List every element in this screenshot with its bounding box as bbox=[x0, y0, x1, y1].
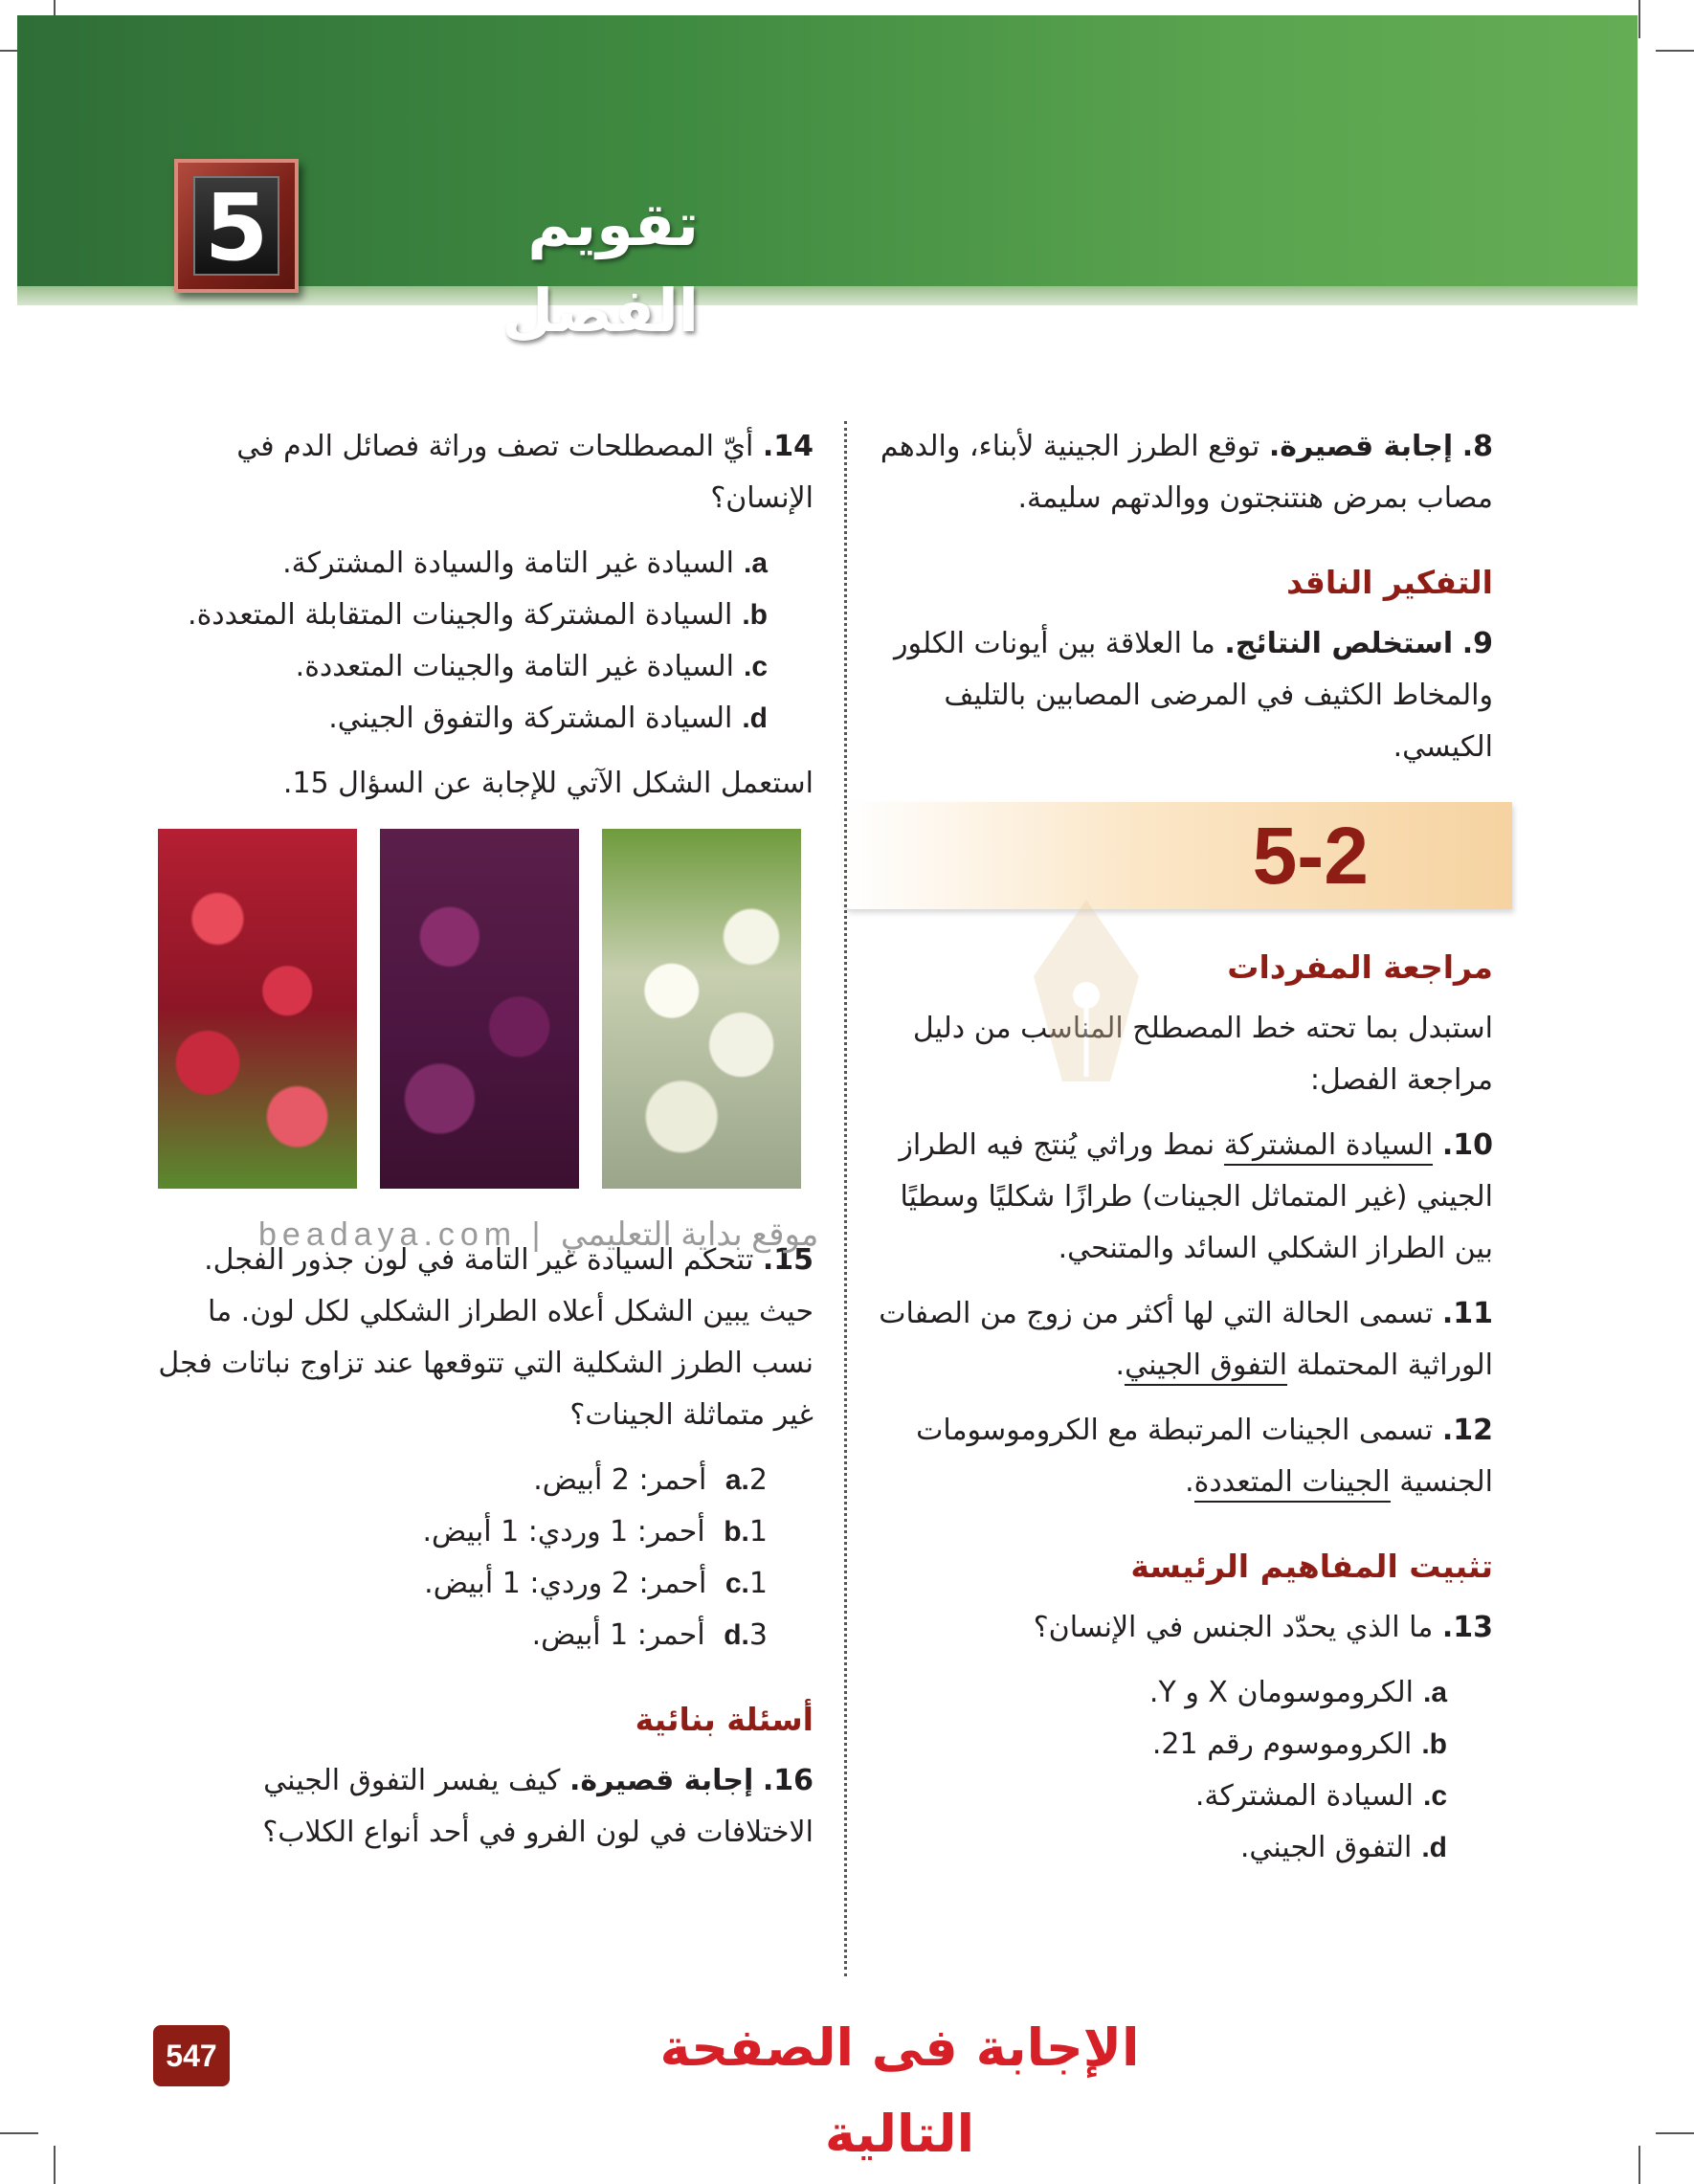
white-radish-photo bbox=[602, 829, 801, 1189]
main-concepts-heading: تثبيت المفاهيم الرئيسة bbox=[1130, 1548, 1493, 1585]
lesson-number: 5-2 bbox=[1252, 811, 1369, 901]
crop-mark bbox=[1656, 2132, 1694, 2134]
question-number: 9. bbox=[1461, 627, 1493, 660]
page-number: 547 bbox=[153, 2025, 230, 2086]
question-text: تسمى الجينات المرتبطة مع الكروموسومات الجنسية bbox=[916, 1414, 1493, 1499]
question-text: ما الذي يحدّد الجنس في الإنسان؟ bbox=[1033, 1611, 1434, 1644]
figure-instruction: استعمل الشكل الآتي للإجابة عن السؤال 15. bbox=[282, 767, 814, 800]
underlined-term: التفوق الجيني bbox=[1125, 1348, 1287, 1386]
footer-note: الإجابة فى الصفحة التالية bbox=[659, 2017, 1140, 2164]
underlined-term: الجينات المتعددة bbox=[1194, 1465, 1391, 1503]
chapter-number-badge bbox=[174, 159, 299, 293]
option-b: b.الكروموسوم رقم 21. bbox=[1151, 1727, 1447, 1761]
question-number: 11. bbox=[1441, 1297, 1493, 1330]
option-c: c.السيادة المشتركة. bbox=[1194, 1779, 1447, 1813]
right-column bbox=[861, 421, 1493, 1874]
question-number: 16. bbox=[762, 1764, 814, 1797]
option-c: c.1 أحمر: 2 وردي: 1 أبيض. bbox=[424, 1567, 768, 1600]
question-14 bbox=[153, 421, 814, 524]
question-number: 14. bbox=[762, 430, 814, 463]
question-11: 11. تسمى الحالة التي لها أكثر من زوج من الصفات الوراثية المحتملة التفوق الجيني. bbox=[861, 1288, 1493, 1392]
question-number: 15. bbox=[762, 1243, 814, 1277]
question-text: تسمى الحالة التي لها أكثر من زوج من الصفات الوراثية المحتملة bbox=[879, 1297, 1493, 1382]
option-a: a.الكروموسومان X و Y. bbox=[1148, 1676, 1447, 1709]
crop-mark bbox=[0, 2132, 38, 2134]
crop-mark bbox=[1638, 0, 1640, 38]
option-b: b.السيادة المشتركة والجينات المتقابلة المتعددة. bbox=[188, 598, 768, 632]
constructed-questions-heading: أسئلة بنائية bbox=[635, 1701, 814, 1738]
question-lead: إجابة قصيرة. bbox=[569, 1764, 754, 1797]
lesson-band bbox=[842, 802, 1512, 909]
question-number: 8. bbox=[1461, 430, 1493, 463]
chapter-title: تقويم الفصل bbox=[502, 189, 699, 345]
option-a: a.السيادة غير التامة والسيادة المشتركة. bbox=[282, 546, 768, 580]
option-a: a.2 أحمر: 2 أبيض. bbox=[533, 1463, 768, 1497]
question-text: ما العلاقة بين أيونات الكلور والمخاط الكثيف في المرضى المصابين بالتليف الكيسي. bbox=[894, 627, 1493, 764]
option-b: b.1 أحمر: 1 وردي: 1 أبيض. bbox=[422, 1515, 768, 1549]
question-8 bbox=[861, 421, 1493, 524]
question-number: 10. bbox=[1441, 1128, 1493, 1162]
purple-radish-photo bbox=[380, 829, 579, 1189]
option-d: d.3 أحمر: 1 أبيض. bbox=[531, 1618, 768, 1652]
crop-mark bbox=[1638, 2146, 1640, 2184]
radish-figure bbox=[158, 829, 801, 1189]
question-text: كيف يفسر التفوق الجيني الاختلافات في لون الفرو في أحد أنواع الكلاب؟ bbox=[262, 1764, 814, 1849]
vocab-instruction: استبدل بما تحته خط المصطلح المناسب من دليل مراجعة الفصل: bbox=[912, 1012, 1493, 1097]
question-16 bbox=[153, 1755, 814, 1859]
critical-thinking-heading: التفكير الناقد bbox=[1286, 564, 1493, 601]
question-text: نمط وراثي يُنتج فيه الطراز الجيني (غير المتماثل الجينات) طرازًا شكليًا وسطيًا بين الطراز الشكلي السائد والمتنحي. bbox=[899, 1128, 1493, 1265]
question-text: تتحكم السيادة غير التامة في لون جذور الفجل. حيث يبين الشكل أعلاه الطراز الشكلي لكل لون. ما نسب الطرز الشكلية التي تتوقعها عند تزاوج نباتات فجل غير متماثلة الجينات؟ bbox=[158, 1243, 814, 1432]
vocab-review-heading: مراجعة المفردات bbox=[1227, 948, 1493, 986]
option-c: c.السيادة غير التامة والجينات المتعددة. bbox=[295, 650, 768, 683]
watermark-logo-icon bbox=[995, 890, 1177, 1101]
crop-mark bbox=[54, 2146, 56, 2184]
question-text: توقع الطرز الجينية لأبناء، والدهم مصاب بمرض هنتنجتون ووالدتهم سليمة. bbox=[880, 430, 1493, 515]
red-radish-photo bbox=[158, 829, 357, 1189]
option-d: d.السيادة المشتركة والتفوق الجيني. bbox=[328, 702, 768, 735]
underlined-term: السيادة المشتركة bbox=[1224, 1128, 1434, 1166]
chapter-number: 5 bbox=[193, 176, 279, 276]
question-12: 12. تسمى الجينات المرتبطة مع الكروموسومات الجنسية الجينات المتعددة. bbox=[861, 1405, 1493, 1508]
question-number: 13. bbox=[1441, 1611, 1493, 1644]
column-divider bbox=[844, 421, 847, 1976]
option-d: d.التفوق الجيني. bbox=[1239, 1831, 1447, 1864]
question-text: أيّ المصطلحات تصف وراثة فصائل الدم في الإنسان؟ bbox=[236, 430, 814, 515]
question-13 bbox=[861, 1602, 1493, 1654]
question-lead: استخلص النتائج. bbox=[1224, 627, 1454, 660]
question-number: 12. bbox=[1441, 1414, 1493, 1447]
question-lead: إجابة قصيرة. bbox=[1268, 430, 1454, 463]
crop-mark bbox=[1656, 50, 1694, 52]
watermark-text: beadaya.com | موقع بداية التعليمي bbox=[258, 1216, 819, 1253]
question-9 bbox=[861, 618, 1493, 773]
question-15 bbox=[153, 1235, 814, 1441]
